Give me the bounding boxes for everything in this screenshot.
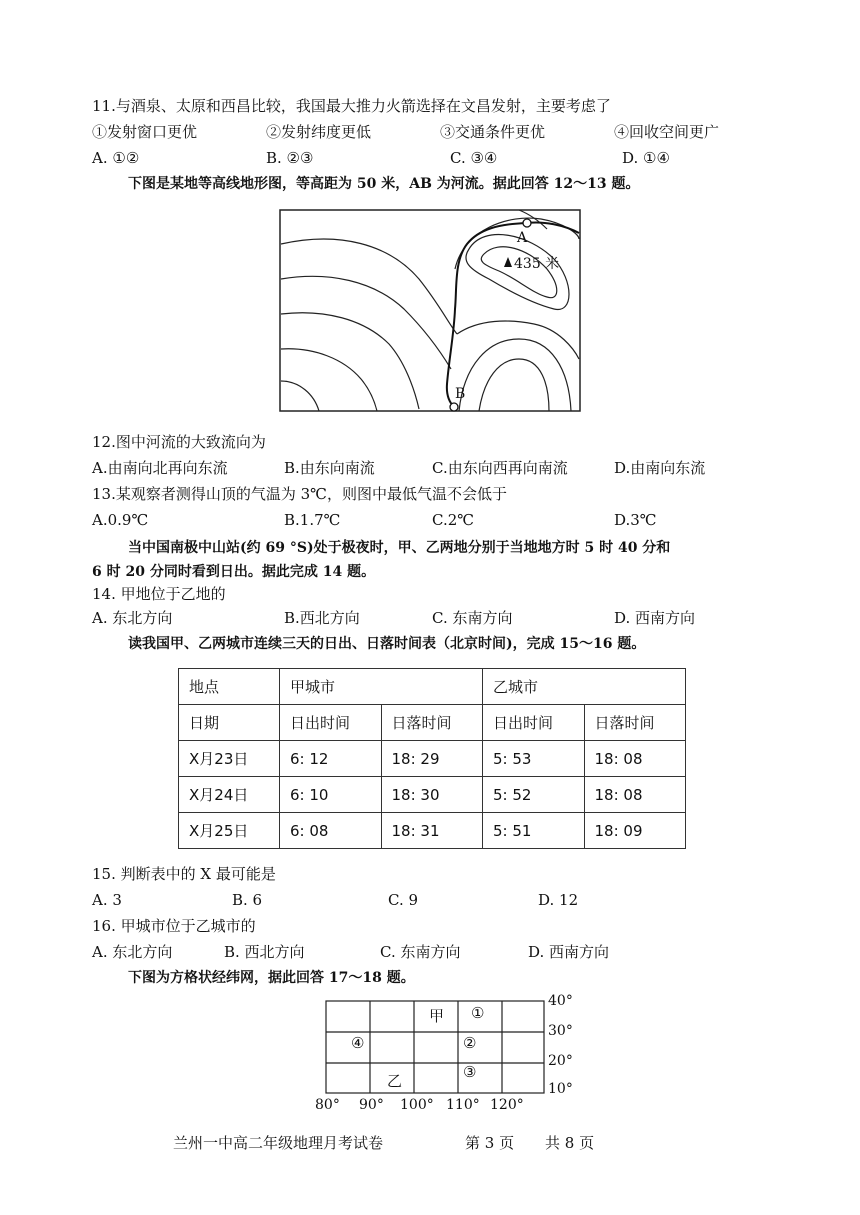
table-cell: 6: 10 — [280, 777, 382, 813]
q14-option-b: B.西北方向 — [284, 609, 360, 627]
q15-option-b: B. 6 — [232, 891, 263, 909]
table-cell: 18: 08 — [584, 741, 686, 777]
footer-title: 兰州一中高二年级地理月考试卷 — [173, 1134, 384, 1152]
table-cell: 5: 52 — [483, 777, 585, 813]
table-cell: 5: 51 — [483, 813, 585, 849]
q14-option-a: A. 东北方向 — [92, 609, 173, 627]
intro-14-line1: 当中国南极中山站(约 69 °S)处于极夜时，甲、乙两地分别于当地地方时 5 时 40 分和 — [128, 540, 671, 556]
table-header-city-b: 乙城市 — [483, 669, 686, 705]
lat-label-40: 40° — [548, 993, 573, 1009]
intro-12-13: 下图是某地等高线地形图，等高距为 50 米，AB 为河流。据此回答 12～13 题。 — [128, 176, 640, 192]
lon-label-90: 90° — [359, 1097, 384, 1113]
grid-mark-3: ③ — [463, 1063, 477, 1081]
sunrise-table — [178, 668, 686, 849]
grid-mark-2: ② — [463, 1034, 477, 1052]
q11-option-b: B. ②③ — [266, 149, 314, 167]
table-header-a-set: 日落时间 — [381, 705, 483, 741]
q13-option-c: C.2℃ — [432, 511, 475, 529]
table-header-b-set: 日落时间 — [584, 705, 686, 741]
intro-14-line2: 6 时 20 分同时看到日出。据此完成 14 题。 — [92, 564, 376, 580]
q14-option-d: D. 西南方向 — [614, 609, 696, 627]
q12-stem: 12.图中河流的大致流向为 — [92, 433, 266, 451]
q14-option-c: C. 东南方向 — [432, 609, 513, 627]
grid-mark-1: ① — [471, 1004, 485, 1022]
q13-stem: 13.某观察者测得山顶的气温为 3℃，则图中最低气温不会低于 — [92, 485, 507, 503]
table-header-city-a: 甲城市 — [280, 669, 483, 705]
lon-label-80: 80° — [315, 1097, 340, 1113]
q13-option-b: B.1.7℃ — [284, 511, 341, 529]
q12-option-c: C.由东向西再向南流 — [432, 459, 568, 477]
q15-option-d: D. 12 — [538, 891, 579, 909]
map-label-a: A — [517, 230, 528, 246]
lon-label-110: 110° — [446, 1097, 480, 1113]
q11-option-c: C. ③④ — [450, 149, 498, 167]
intro-15-16: 读我国甲、乙两城市连续三天的日出、日落时间表（北京时间)，完成 15～16 题。 — [128, 636, 646, 652]
q14-stem: 14. 甲地位于乙地的 — [92, 585, 226, 603]
table-row — [179, 813, 686, 849]
q11-option-a: A. ①② — [92, 149, 140, 167]
table-cell: 6: 08 — [280, 813, 382, 849]
q11-item-1: ①发射窗口更优 — [92, 123, 198, 141]
table-header-place: 地点 — [179, 669, 280, 705]
map-peak-label: 435 米 — [514, 256, 560, 272]
lon-label-120: 120° — [490, 1097, 524, 1113]
q11-item-3: ③交通条件更优 — [440, 123, 546, 141]
q12-option-a: A.由南向北再向东流 — [92, 459, 228, 477]
q16-option-d: D. 西南方向 — [528, 943, 610, 961]
q16-option-c: C. 东南方向 — [380, 943, 461, 961]
lat-label-20: 20° — [548, 1053, 573, 1069]
grid-mark-jia: 甲 — [429, 1007, 445, 1025]
q12-option-d: D.由南向东流 — [614, 459, 706, 477]
table-row — [179, 741, 686, 777]
q11-item-2: ②发射纬度更低 — [266, 123, 372, 141]
contour-map — [279, 209, 581, 412]
q13-option-d: D.3℃ — [614, 511, 657, 529]
q15-option-a: A. 3 — [92, 891, 122, 909]
grid-mark-yi: 乙 — [387, 1072, 403, 1090]
lat-label-30: 30° — [548, 1023, 573, 1039]
table-cell: X月23日 — [179, 741, 280, 777]
intro-17-18: 下图为方格状经纬网，据此回答 17～18 题。 — [128, 970, 415, 986]
table-cell: 18: 31 — [381, 813, 483, 849]
table-row — [179, 777, 686, 813]
table-header-b-rise: 日出时间 — [483, 705, 585, 741]
table-cell: 6: 12 — [280, 741, 382, 777]
q11-option-d: D. ①④ — [622, 149, 670, 167]
lon-label-100: 100° — [400, 1097, 434, 1113]
q12-option-b: B.由东向南流 — [284, 459, 375, 477]
table-cell: 18: 29 — [381, 741, 483, 777]
table-header-date: 日期 — [179, 705, 280, 741]
table-cell: 18: 30 — [381, 777, 483, 813]
footer-total: 共 8 页 — [545, 1134, 595, 1152]
footer-page: 第 3 页 — [465, 1134, 515, 1152]
table-cell: X月24日 — [179, 777, 280, 813]
q16-option-b: B. 西北方向 — [224, 943, 305, 961]
table-cell: X月25日 — [179, 813, 280, 849]
q11-item-4: ④回收空间更广 — [614, 123, 720, 141]
q13-option-a: A.0.9℃ — [92, 511, 149, 529]
q15-option-c: C. 9 — [388, 891, 419, 909]
grid-mark-4: ④ — [351, 1034, 365, 1052]
latlon-grid — [325, 1000, 545, 1095]
table-header-row — [179, 669, 686, 705]
table-subheader-row — [179, 705, 686, 741]
q11-stem: 11.与酒泉、太原和西昌比较，我国最大推力火箭选择在文昌发射，主要考虑了 — [92, 97, 611, 115]
q16-stem: 16. 甲城市位于乙城市的 — [92, 917, 256, 935]
map-label-b: B — [455, 386, 466, 402]
table-header-a-rise: 日出时间 — [280, 705, 382, 741]
table-cell: 18: 08 — [584, 777, 686, 813]
table-cell: 18: 09 — [584, 813, 686, 849]
q16-option-a: A. 东北方向 — [92, 943, 173, 961]
q15-stem: 15. 判断表中的 X 最可能是 — [92, 865, 276, 883]
contour-map-svg — [279, 209, 581, 412]
table-cell: 5: 53 — [483, 741, 585, 777]
lat-label-10: 10° — [548, 1081, 573, 1097]
